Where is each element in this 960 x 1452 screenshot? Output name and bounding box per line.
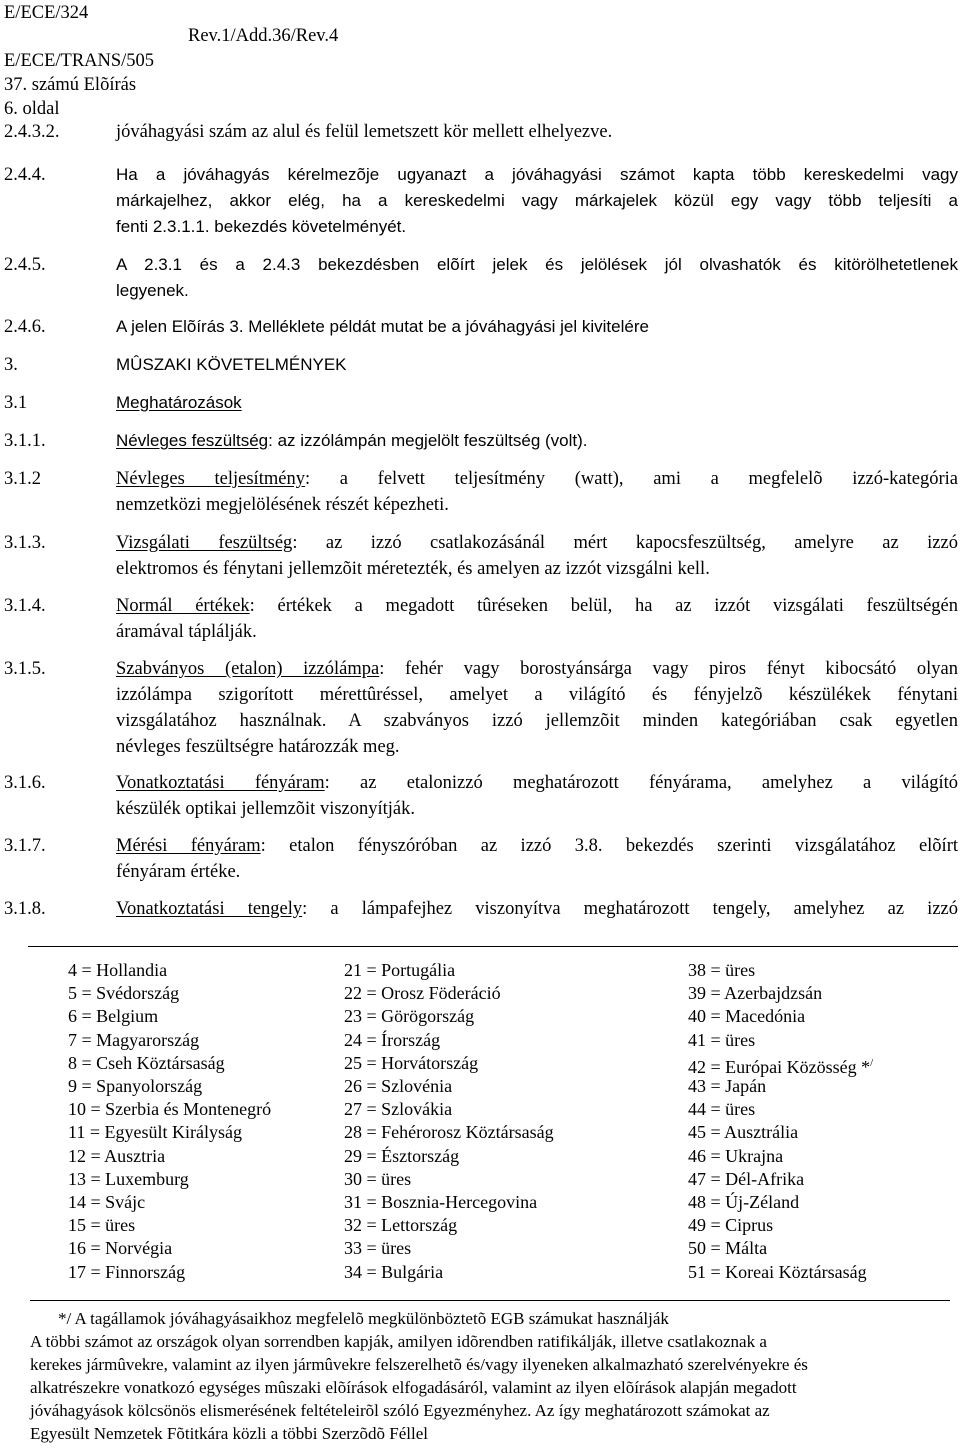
country-code-entry: 46 = Ukrajna	[688, 1145, 784, 1166]
footnote-separator	[28, 946, 958, 947]
footnote-line: kerekes jármûvekre, valamint az ilyen jármûvekre felszerelhetõ és/vagy ilyeneken alkalmazható szerelvényekre és	[30, 1355, 808, 1374]
paragraph-number: 3.1.5.	[4, 659, 46, 679]
country-code-entry: 10 = Szerbia és Montenegró	[68, 1099, 272, 1120]
country-code-entry: 51 = Koreai Köztársaság	[688, 1261, 867, 1282]
revision-number: Rev.1/Add.36/Rev.4	[188, 26, 339, 46]
country-code-entry: 5 = Svédország	[68, 983, 180, 1004]
country-code-entry: 11 = Egyesült Királyság	[68, 1122, 242, 1143]
paragraph-text: Ha a jóváhagyás kérelmezõje ugyanazt a jóváhagyási számot kapta több kereskedelmi vagy márkajelhez, akkor elég, ha a kereskedelmi vagy márkajelek közül egy vagy több teljesíti a fenti 2.3.1.1. bekezdés követelményét.	[116, 165, 958, 236]
country-code-entry: 40 = Macedónia	[688, 1006, 806, 1027]
paragraph-number: 3.1.4.	[4, 596, 46, 616]
paragraph-number: 2.4.5.	[4, 255, 46, 275]
country-code-entry: 49 = Ciprus	[688, 1215, 774, 1236]
definition-text: Vizsgálati feszültség: az izzó csatlakozásánál mért kapocsfeszültség, amelyre az izzó elektromos és fénytani jellemzõit méretezték, és amelyen az izzót vizsgálni kell.	[116, 533, 958, 579]
country-code-entry: 29 = Észtország	[344, 1145, 460, 1166]
footnote-marker-line: */ A tagállamok jóváhagyásaikhoz megfelelõ megkülönböztetõ EGB számukat használják	[58, 1309, 669, 1328]
country-code-entry: 24 = Írország	[344, 1029, 441, 1050]
country-code-entry: 25 = Horvátország	[344, 1052, 479, 1073]
paragraph-text: A 2.3.1 és a 2.4.3 bekezdésben elõírt jelek és jelölések jól olvashatók és kitörölhetetlenek legyenek.	[116, 255, 958, 300]
country-code-entry: 16 = Norvégia	[68, 1238, 173, 1259]
country-code-entry: 15 = üres	[68, 1215, 136, 1236]
country-code-entry: 41 = üres	[688, 1029, 756, 1050]
regulation-number: 37. számú Elõírás	[4, 75, 137, 95]
definition-text: Névleges feszültség: az izzólámpán megjelölt feszültség (volt).	[116, 431, 588, 450]
country-code-entry: 12 = Ausztria	[68, 1145, 166, 1166]
subsection-number: 3.1	[4, 393, 28, 413]
definition-text: Normál értékek: értékek a megadott tûréseken belül, ha az izzót vizsgálati feszültségén áramával táplálják.	[116, 596, 958, 642]
footnote-line: jóváhagyások kölcsönös elismerésének feltételeirõl szóló Egyezményhez. Az így meghatározott számokat az	[30, 1401, 770, 1420]
defined-term: Mérési fényáram	[116, 836, 261, 856]
country-code-entry: 48 = Új-Zéland	[688, 1192, 800, 1212]
footnote-reference: /	[870, 1056, 874, 1069]
country-code-entry: 38 = üres	[688, 960, 756, 980]
definition-text: Vonatkoztatási fényáram: az etalonizzó meghatározott fényárama, amelyhez a világító készülék optikai jellemzõit viszonyítják.	[116, 773, 958, 819]
country-code-entry: 9 = Spanyolország	[68, 1076, 203, 1096]
footnote-line: Egyesült Nemzetek Fõtitkára közli a többi Szerzõdõ Féllel	[30, 1424, 428, 1443]
section-number: 3.	[4, 355, 18, 375]
country-code-entry: 45 = Ausztrália	[688, 1122, 799, 1143]
definition-text: Vonatkoztatási tengely: a lámpafejhez viszonyítva meghatározott tengely, amelyhez az izzó	[116, 899, 958, 919]
country-code-entry: 39 = Azerbajdzsán	[688, 983, 823, 1004]
country-code-entry: 42 = Európai Közösség */	[688, 1056, 874, 1077]
definition-text: Szabványos (etalon) izzólámpa: fehér vagy borostyánsárga vagy piros fényt kibocsátó olyan izzólámpa szigorított mérettûréssel, amelyet a világító és fényjelzõ készülékek fénytani vizsgálatához használnak. A szabványos izzó jellemzõit minden kategóriában csak egyetlen névleges feszültségre határozzák meg.	[116, 659, 958, 757]
paragraph-number: 3.1.1.	[4, 431, 46, 451]
country-code-entry: 44 = üres	[688, 1099, 756, 1120]
section-heading: MÛSZAKI KÖVETELMÉNYEK	[116, 355, 347, 374]
country-code-entry: 50 = Málta	[688, 1238, 768, 1259]
doc-symbol-ece324: E/ECE/324	[4, 3, 89, 23]
page-number: 6. oldal	[4, 99, 60, 119]
paragraph-text: jóváhagyási szám az alul és felül lemetszett kör mellett elhelyezve.	[116, 122, 613, 142]
country-code-entry: 6 = Belgium	[68, 1006, 159, 1027]
paragraph-number: 2.4.3.2.	[4, 122, 60, 142]
country-code-entry: 27 = Szlovákia	[344, 1099, 453, 1120]
footnote-line: A többi számot az országok olyan sorrendben kapják, amilyen idõrendben ratifikálják, illetve csatlakoznak a	[30, 1332, 767, 1351]
country-code-entry: 43 = Japán	[688, 1076, 767, 1096]
definition-text: Névleges teljesítmény: a felvett teljesítmény (watt), ami a megfelelõ izzó-kategória nemzetközi megjelölésének részét képezheti.	[116, 469, 958, 515]
defined-term: Normál értékek	[116, 596, 250, 616]
doc-symbol-trans505: E/ECE/TRANS/505	[4, 51, 155, 71]
defined-term: Vizsgálati feszültség	[116, 533, 293, 553]
country-code-entry: 32 = Lettország	[344, 1215, 458, 1236]
country-code-entry: 21 = Portugália	[344, 960, 456, 980]
country-code-entry: 4 = Hollandia	[68, 960, 168, 980]
country-code-entry: 8 = Cseh Köztársaság	[68, 1052, 225, 1073]
country-code-entry: 28 = Fehérorosz Köztársaság	[344, 1122, 554, 1143]
country-code-entry: 26 = Szlovénia	[344, 1076, 453, 1096]
country-code-entry: 7 = Magyarország	[68, 1029, 200, 1050]
defined-term: Névleges teljesítmény	[116, 469, 305, 489]
country-code-entry: 23 = Görögország	[344, 1006, 475, 1027]
country-code-entry: 13 = Luxemburg	[68, 1168, 189, 1189]
defined-term: Névleges feszültség	[116, 431, 269, 450]
country-code-entry: 14 = Svájc	[68, 1192, 146, 1212]
paragraph-number: 3.1.3.	[4, 533, 46, 553]
defined-term: Vonatkoztatási tengely	[116, 899, 303, 919]
paragraph-number: 3.1.7.	[4, 836, 46, 856]
footnote-rule	[30, 1300, 950, 1301]
paragraph-number: 3.1.6.	[4, 773, 46, 793]
definition-text: Mérési fényáram: etalon fényszóróban az izzó 3.8. bekezdés szerinti vizsgálatához elõírt fényáram értéke.	[116, 836, 958, 882]
paragraph-number: 3.1.2	[4, 469, 41, 489]
country-code-entry: 33 = üres	[344, 1238, 412, 1259]
country-code-entry: 30 = üres	[344, 1168, 412, 1189]
paragraph-number: 3.1.8.	[4, 899, 46, 919]
defined-term: Szabványos (etalon) izzólámpa	[116, 659, 380, 679]
country-code-entry: 17 = Finnország	[68, 1261, 186, 1282]
paragraph-number: 2.4.4.	[4, 165, 46, 185]
footnote-line: alkatrészekre vonatkozó egységes mûszaki elõírások elfogadásáról, valamint az ilyen elõírások alapján megadott	[30, 1378, 797, 1397]
country-code-entry: 22 = Orosz Föderáció	[344, 983, 501, 1004]
country-code-entry: 31 = Bosznia-Hercegovina	[344, 1192, 538, 1212]
defined-term: Vonatkoztatási fényáram	[116, 773, 325, 793]
country-code-entry: 47 = Dél-Afrika	[688, 1168, 805, 1189]
subsection-heading: Meghatározások	[116, 393, 242, 412]
country-code-entry: 34 = Bulgária	[344, 1261, 444, 1282]
paragraph-text: A jelen Elõírás 3. Melléklete példát mutat be a jóváhagyási jel kivitelére	[116, 317, 649, 336]
paragraph-number: 2.4.6.	[4, 317, 46, 337]
